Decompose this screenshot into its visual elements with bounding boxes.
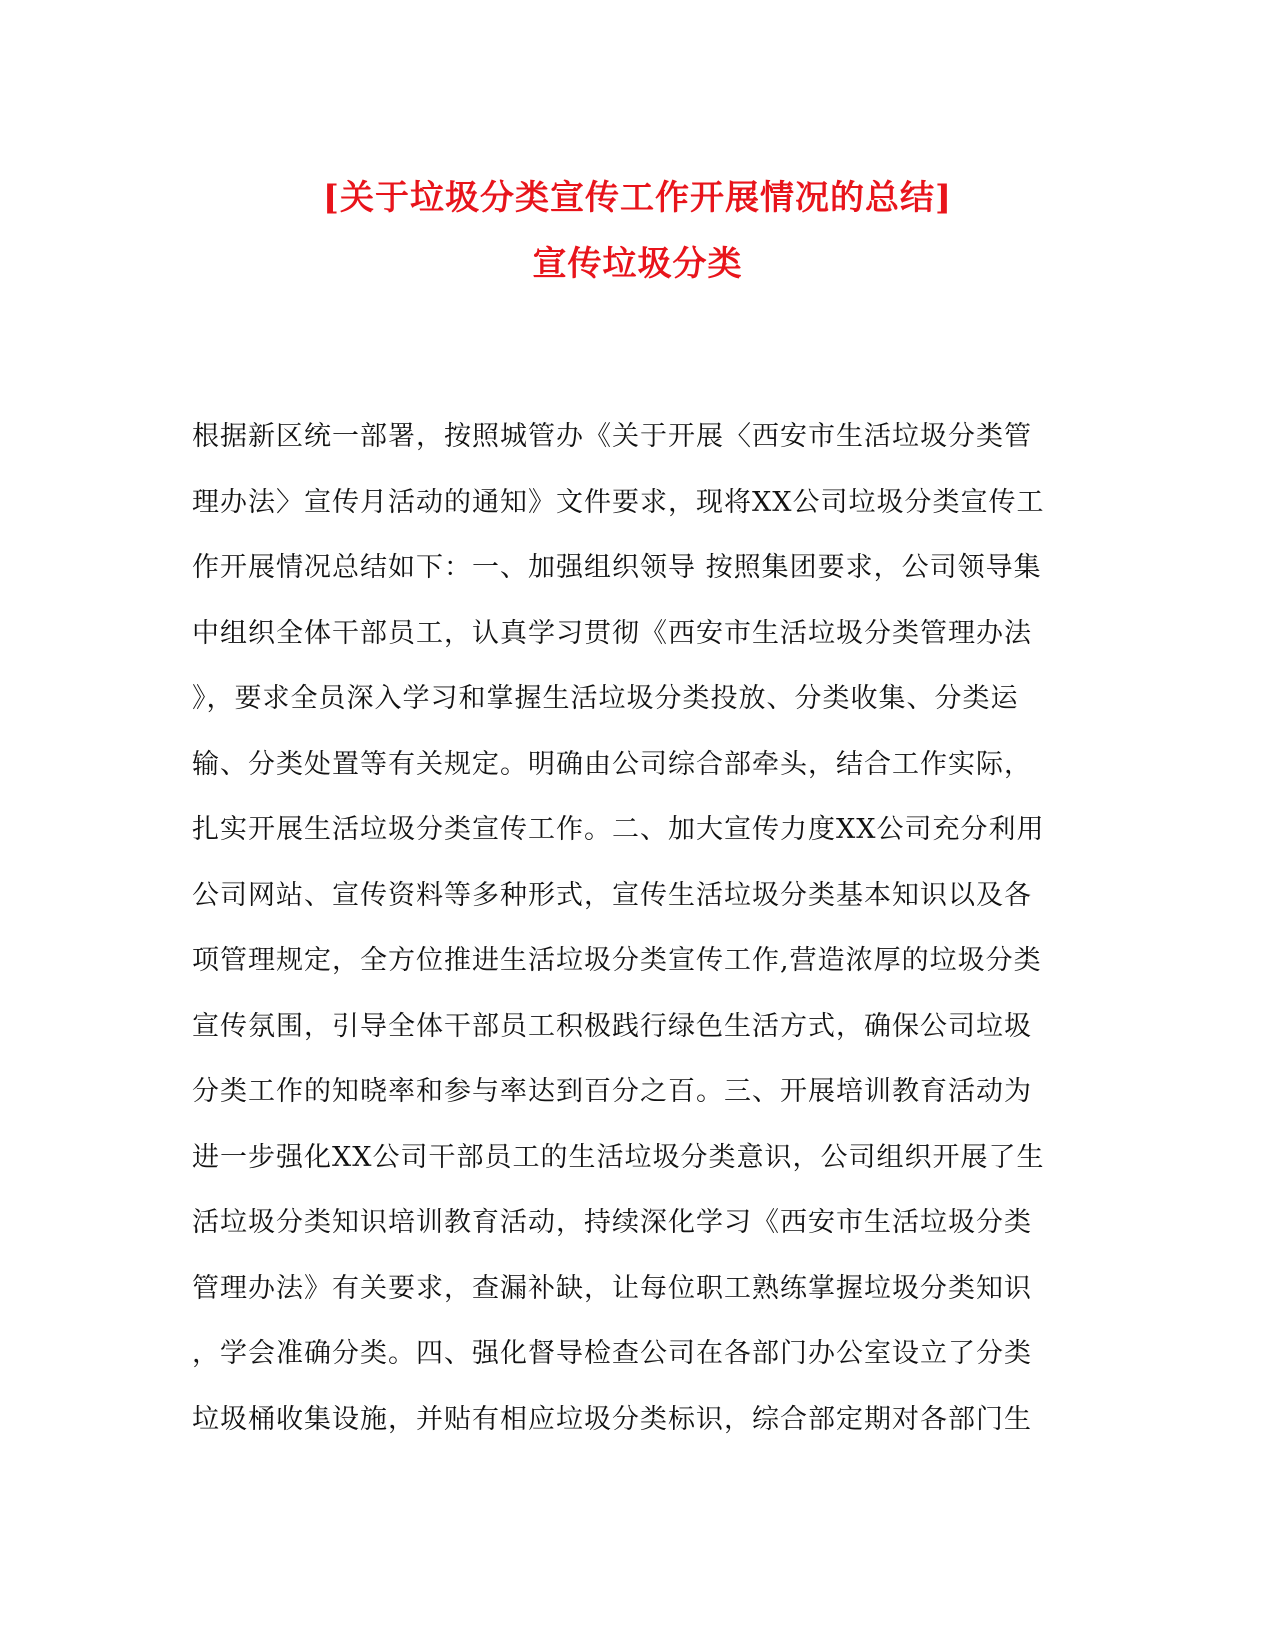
body-line: ，学会准确分类。四、强化督导检查公司在各部门办公室设立了分类 bbox=[192, 1338, 1032, 1369]
document-title: [关于垃圾分类宣传工作开展情况的总结] bbox=[322, 178, 953, 218]
body-line: 作开展情况总结如下：一、加强组织领导 按照集团要求，公司领导集 bbox=[192, 552, 1042, 583]
body-line: 分类工作的知晓率和参与率达到百分之百。三、开展培训教育活动为 bbox=[192, 1076, 1032, 1107]
body-line: 》，要求全员深入学习和掌握生活垃圾分类投放、分类收集、分类运 bbox=[192, 683, 1019, 714]
body-line: 输、分类处置等有关规定。明确由公司综合部牵头，结合工作实际， bbox=[192, 748, 1032, 780]
body-line: 中组织全体干部员工，认真学习贯彻《西安市生活垃圾分类管理办法 bbox=[192, 617, 1032, 649]
body-line: 管理办法》有关要求，查漏补缺，让每位职工熟练掌握垃圾分类知识 bbox=[192, 1272, 1032, 1304]
body-line: 理办法〉宣传月活动的通知》文件要求，现将XX公司垃圾分类宣传工 bbox=[192, 486, 1045, 518]
body-line: 进一步强化XX公司干部员工的生活垃圾分类意识，公司组织开展了生 bbox=[192, 1141, 1045, 1173]
body-line: 垃圾桶收集设施，并贴有相应垃圾分类标识，综合部定期对各部门生 bbox=[192, 1403, 1032, 1435]
body-line: 根据新区统一部署，按照城管办《关于开展〈西安市生活垃圾分类管 bbox=[192, 421, 1032, 452]
body-line: 项管理规定，全方位推进生活垃圾分类宣传工作,营造浓厚的垃圾分类 bbox=[192, 945, 1042, 976]
body-line: 宣传氛围，引导全体干部员工积极践行绿色生活方式，确保公司垃圾 bbox=[192, 1010, 1032, 1042]
body-line: 活垃圾分类知识培训教育活动，持续深化学习《西安市生活垃圾分类 bbox=[192, 1207, 1032, 1238]
document-subtitle: 宣传垃圾分类 bbox=[532, 244, 743, 284]
document-body bbox=[192, 422, 1092, 1470]
body-line: 公司网站、宣传资料等多种形式，宣传生活垃圾分类基本知识以及各 bbox=[192, 879, 1032, 911]
body-line: 扎实开展生活垃圾分类宣传工作。二、加大宣传力度XX公司充分利用 bbox=[192, 814, 1045, 845]
